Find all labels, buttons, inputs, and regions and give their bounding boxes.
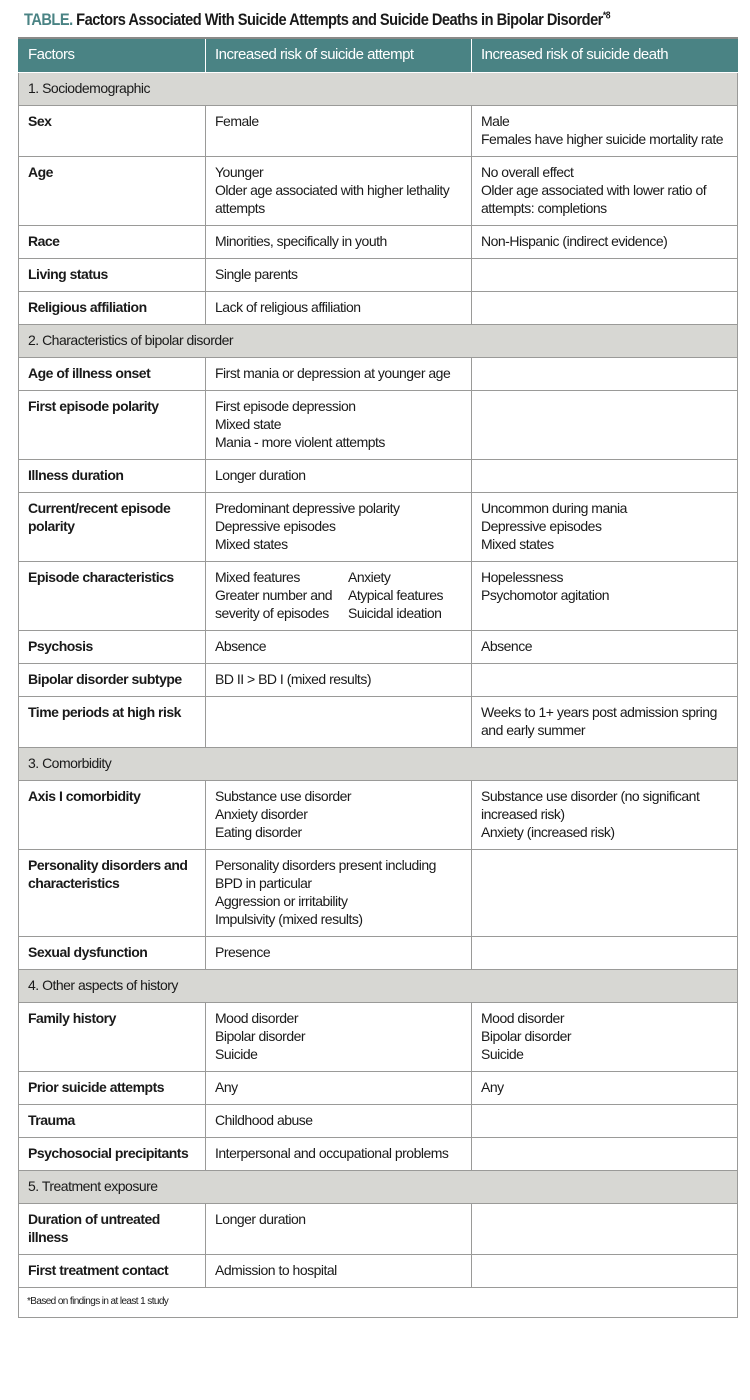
factor-cell: Prior suicide attempts xyxy=(19,1072,206,1105)
death-risk-cell xyxy=(472,358,738,391)
death-risk-cell xyxy=(472,292,738,325)
table-row xyxy=(19,1105,738,1138)
attempt-risk-cell xyxy=(206,1105,472,1138)
cell-line: Any xyxy=(215,1079,238,1095)
table-row xyxy=(19,259,738,292)
section-row xyxy=(19,1171,738,1204)
table-row xyxy=(19,157,738,226)
section-row xyxy=(19,748,738,781)
attempt-risk-cell xyxy=(206,259,472,292)
cell-line: Single parents xyxy=(215,266,298,282)
cell-line: Greater number and severity of episodes xyxy=(215,587,333,621)
attempt-risk-cell xyxy=(206,937,472,970)
table-body xyxy=(19,73,738,1318)
table-row xyxy=(19,292,738,325)
cell-line: Mania - more violent attempts xyxy=(215,434,385,450)
attempt-risk-cell xyxy=(206,358,472,391)
table-label: TABLE. xyxy=(24,10,73,29)
cell-line: Aggression or irritability xyxy=(215,893,348,909)
factor-cell: Bipolar disorder subtype xyxy=(19,664,206,697)
factor-cell: Current/recent episode polarity xyxy=(19,493,206,562)
attempt-risk-cell xyxy=(206,391,472,460)
section-heading: 1. Sociodemographic xyxy=(19,73,738,106)
factor-cell: Personality disorders and characteristics xyxy=(19,850,206,937)
section-row xyxy=(19,73,738,106)
cell-line: Any xyxy=(481,1079,504,1095)
column-header-factors: Factors xyxy=(19,38,206,73)
cell-line: Male xyxy=(481,113,510,129)
factor-cell: Sex xyxy=(19,106,206,157)
factor-cell: Family history xyxy=(19,1003,206,1072)
attempt-risk-cell xyxy=(206,460,472,493)
death-risk-cell xyxy=(472,697,738,748)
attempt-risk-cell xyxy=(206,850,472,937)
attempt-risk-cell xyxy=(206,697,472,748)
death-risk-cell xyxy=(472,1105,738,1138)
cell-line: Mixed state xyxy=(215,416,282,432)
cell-line: Mixed states xyxy=(215,536,288,552)
death-risk-cell xyxy=(472,460,738,493)
cell-line: Atypical features xyxy=(348,587,443,603)
attempt-risk-cell xyxy=(206,562,472,631)
cell-line: Substance use disorder (no significant increased risk) xyxy=(481,788,700,822)
cell-line: Psychomotor agitation xyxy=(481,587,610,603)
cell-line: Presence xyxy=(215,944,271,960)
cell-line: Eating disorder xyxy=(215,824,302,840)
cell-line: Older age associated with higher lethality attempts xyxy=(215,182,450,216)
attempt-risk-cell xyxy=(206,106,472,157)
cell-line: Mixed features xyxy=(215,569,300,585)
section-row xyxy=(19,970,738,1003)
cell-line: Admission to hospital xyxy=(215,1262,337,1278)
cell-line: Females have higher suicide mortality rate xyxy=(481,131,724,147)
death-risk-cell xyxy=(472,1204,738,1255)
cell-line: Longer duration xyxy=(215,1211,306,1227)
factor-cell: Psychosis xyxy=(19,631,206,664)
attempt-risk-cell xyxy=(206,1138,472,1171)
cell-line: Weeks to 1+ years post admission spring and early summer xyxy=(481,704,717,738)
cell-line: Bipolar disorder xyxy=(215,1028,306,1044)
table-row xyxy=(19,106,738,157)
death-risk-cell xyxy=(472,1003,738,1072)
cell-line: Bipolar disorder xyxy=(481,1028,572,1044)
factor-cell: Duration of untreated illness xyxy=(19,1204,206,1255)
table-row xyxy=(19,562,738,631)
cell-line: Absence xyxy=(215,638,266,654)
table-row xyxy=(19,493,738,562)
factor-cell: Time periods at high risk xyxy=(19,697,206,748)
footnote: *Based on findings in at least 1 study xyxy=(19,1288,738,1318)
cell-line: Predominant depressive polarity xyxy=(215,500,400,516)
cell-line: Mood disorder xyxy=(215,1010,298,1026)
table-row xyxy=(19,937,738,970)
factor-cell: Psychosocial precipitants xyxy=(19,1138,206,1171)
cell-line: Personality disorders present including BPD in particular xyxy=(215,857,436,891)
cell-line: Substance use disorder xyxy=(215,788,352,804)
attempt-risk-cell xyxy=(206,292,472,325)
factor-cell: Living status xyxy=(19,259,206,292)
section-heading: 2. Characteristics of bipolar disorder xyxy=(19,325,738,358)
table-row xyxy=(19,460,738,493)
cell-line: First mania or depression at younger age xyxy=(215,365,451,381)
cell-line: Suicidal ideation xyxy=(348,605,442,621)
cell-line: Depressive episodes xyxy=(215,518,336,534)
cell-line: Mixed states xyxy=(481,536,554,552)
table-row xyxy=(19,631,738,664)
cell-line: Childhood abuse xyxy=(215,1112,313,1128)
cell-line: Minorities, specifically in youth xyxy=(215,233,387,249)
factor-cell: Race xyxy=(19,226,206,259)
factor-cell: First episode polarity xyxy=(19,391,206,460)
death-risk-cell xyxy=(472,226,738,259)
cell-line: Anxiety (increased risk) xyxy=(481,824,615,840)
cell-line: Younger xyxy=(215,164,264,180)
table-row xyxy=(19,850,738,937)
death-risk-cell xyxy=(472,631,738,664)
factor-cell: Sexual dysfunction xyxy=(19,937,206,970)
cell-line: First episode depression xyxy=(215,398,356,414)
death-risk-cell xyxy=(472,664,738,697)
death-risk-cell xyxy=(472,562,738,631)
attempt-risk-cell xyxy=(206,493,472,562)
attempt-risk-cell xyxy=(206,1003,472,1072)
section-heading: 5. Treatment exposure xyxy=(19,1171,738,1204)
cell-line: Depressive episodes xyxy=(481,518,602,534)
factor-cell: Trauma xyxy=(19,1105,206,1138)
cell-line: Longer duration xyxy=(215,467,306,483)
table-row xyxy=(19,226,738,259)
table-row xyxy=(19,1003,738,1072)
death-risk-cell xyxy=(472,259,738,292)
factor-cell: First treatment contact xyxy=(19,1255,206,1288)
risk-factors-table xyxy=(18,37,738,1318)
cell-line: Anxiety disorder xyxy=(215,806,308,822)
cell-line: Older age associated with lower ratio of attempts: completions xyxy=(481,182,707,216)
death-risk-cell xyxy=(472,1138,738,1171)
table-row xyxy=(19,664,738,697)
section-heading: 3. Comorbidity xyxy=(19,748,738,781)
cell-line: No overall effect xyxy=(481,164,574,180)
table-row xyxy=(19,1138,738,1171)
attempt-risk-cell xyxy=(206,157,472,226)
attempt-risk-cell xyxy=(206,226,472,259)
cell-line: Suicide xyxy=(215,1046,258,1062)
cell-line: Suicide xyxy=(481,1046,524,1062)
death-risk-cell xyxy=(472,106,738,157)
table-row xyxy=(19,1072,738,1105)
table-title xyxy=(24,10,610,30)
section-heading: 4. Other aspects of history xyxy=(19,970,738,1003)
cell-line: Lack of religious affiliation xyxy=(215,299,361,315)
death-risk-cell xyxy=(472,1255,738,1288)
death-risk-cell xyxy=(472,157,738,226)
attempt-risk-cell xyxy=(206,1255,472,1288)
cell-line: Interpersonal and occupational problems xyxy=(215,1145,449,1161)
cell-line: Impulsivity (mixed results) xyxy=(215,911,363,927)
factor-cell: Episode characteristics xyxy=(19,562,206,631)
table-row xyxy=(19,1255,738,1288)
cell-line: Uncommon during mania xyxy=(481,500,627,516)
attempt-risk-cell xyxy=(206,781,472,850)
cell-line: Absence xyxy=(481,638,532,654)
attempt-right-col xyxy=(348,568,462,622)
factor-cell: Illness duration xyxy=(19,460,206,493)
table-row xyxy=(19,358,738,391)
table-row xyxy=(19,697,738,748)
cell-line: Mood disorder xyxy=(481,1010,564,1026)
attempt-split xyxy=(215,568,462,622)
factor-cell: Age xyxy=(19,157,206,226)
death-risk-cell xyxy=(472,493,738,562)
table-row xyxy=(19,781,738,850)
cell-line: Hopelessness xyxy=(481,569,563,585)
attempt-risk-cell xyxy=(206,631,472,664)
table-row xyxy=(19,1204,738,1255)
attempt-risk-cell xyxy=(206,1072,472,1105)
factor-cell: Axis I comorbidity xyxy=(19,781,206,850)
cell-line: Anxiety xyxy=(348,569,391,585)
section-row xyxy=(19,325,738,358)
table-title-text: Factors Associated With Suicide Attempts and Suicide Deaths in Bipolar Disorder xyxy=(76,10,603,29)
death-risk-cell xyxy=(472,1072,738,1105)
table-row xyxy=(19,391,738,460)
factor-cell: Religious affiliation xyxy=(19,292,206,325)
attempt-risk-cell xyxy=(206,664,472,697)
cell-line: Non-Hispanic (indirect evidence) xyxy=(481,233,668,249)
header-row xyxy=(19,38,738,73)
column-header-death: Increased risk of suicide death xyxy=(472,38,738,73)
title-footnote-marks: *8 xyxy=(602,10,610,22)
death-risk-cell xyxy=(472,391,738,460)
death-risk-cell xyxy=(472,937,738,970)
death-risk-cell xyxy=(472,781,738,850)
death-risk-cell xyxy=(472,850,738,937)
column-header-attempt: Increased risk of suicide attempt xyxy=(206,38,472,73)
cell-line: BD II > BD I (mixed results) xyxy=(215,671,371,687)
factor-cell: Age of illness onset xyxy=(19,358,206,391)
attempt-left-col xyxy=(215,568,348,622)
footnote-row xyxy=(19,1288,738,1318)
attempt-risk-cell xyxy=(206,1204,472,1255)
cell-line: Female xyxy=(215,113,259,129)
